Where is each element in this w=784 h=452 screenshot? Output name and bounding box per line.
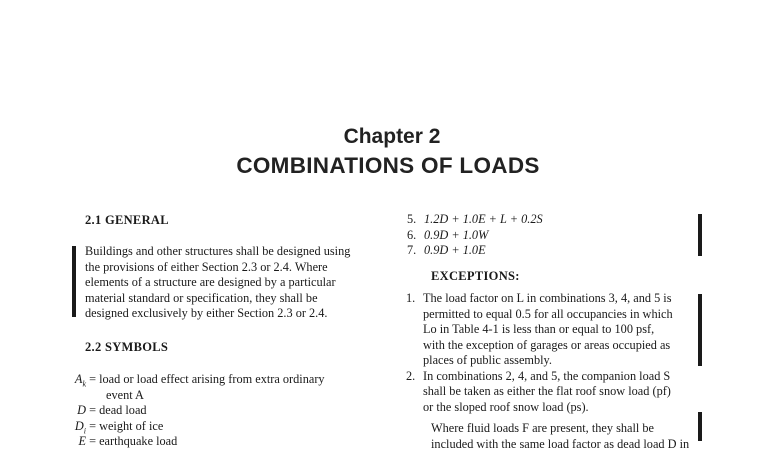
symbol-definition: event A xyxy=(106,387,144,402)
symbols-list xyxy=(58,372,388,448)
exceptions-list: 1. The load factor on L in combinations 3, 4, and 5 is permitted to equal 0.5 for all occupancies in which Lo in Table 4-1 is less than or equal to 100 psf, with the exception of garages or areas occupied as places of public assembly. 2. In combinations 2, 4, and 5, the companion load S shall be taken as either the flat roof snow load (pf) or the sloped roof snow load (ps). xyxy=(406,291,673,414)
symbol-key: E xyxy=(78,434,86,448)
symbol-row xyxy=(58,403,147,419)
fluid-load-paragraph: Where fluid loads F are present, they shall be included with the same load factor as dead load D in xyxy=(431,421,690,451)
change-bar xyxy=(698,214,702,256)
paragraph-line: the provisions of either Section 2.3 or 2.4. Where xyxy=(85,259,328,274)
combination-item: 7. 0.9D + 1.0E xyxy=(407,243,486,257)
symbol-definition: = dead load xyxy=(89,403,147,417)
exceptions-heading: EXCEPTIONS: xyxy=(431,269,520,283)
paragraph-line: elements of a structure are designed by a particular xyxy=(85,275,336,289)
combination-item: 5. 1.2D + 1.0E + L + 0.2S xyxy=(407,212,543,226)
section-heading-general: 2.1 GENERAL xyxy=(85,213,169,227)
paragraph-line: material standard or specification, they shall be xyxy=(85,290,318,305)
section-heading-symbols: 2.2 SYMBOLS xyxy=(85,340,169,354)
symbol-key: D xyxy=(77,403,86,417)
symbol-row xyxy=(58,434,177,450)
symbol-key: $D_i$ xyxy=(74,418,86,435)
symbol-definition: = load or load effect arising from extra ordinary xyxy=(89,372,325,386)
paragraph-line: Buildings and other structures shall be designed using xyxy=(85,244,351,258)
chapter-title: COMBINATIONS OF LOADS xyxy=(236,153,540,178)
load-combinations xyxy=(407,212,687,259)
symbol-key: $A_k$ xyxy=(74,372,86,389)
symbol-definition: = weight of ice xyxy=(89,418,164,433)
paragraph-line: designed exclusively by either Section 2.3 or 2.4. xyxy=(85,306,328,320)
symbol-row xyxy=(58,372,325,392)
symbol-definition: = earthquake load xyxy=(89,434,178,448)
general-paragraph xyxy=(85,244,385,322)
combination-item: 6. 0.9D + 1.0W xyxy=(407,227,489,242)
chapter-label: Chapter 2 xyxy=(343,125,441,148)
symbol-row xyxy=(106,388,144,404)
change-bar xyxy=(72,246,76,317)
